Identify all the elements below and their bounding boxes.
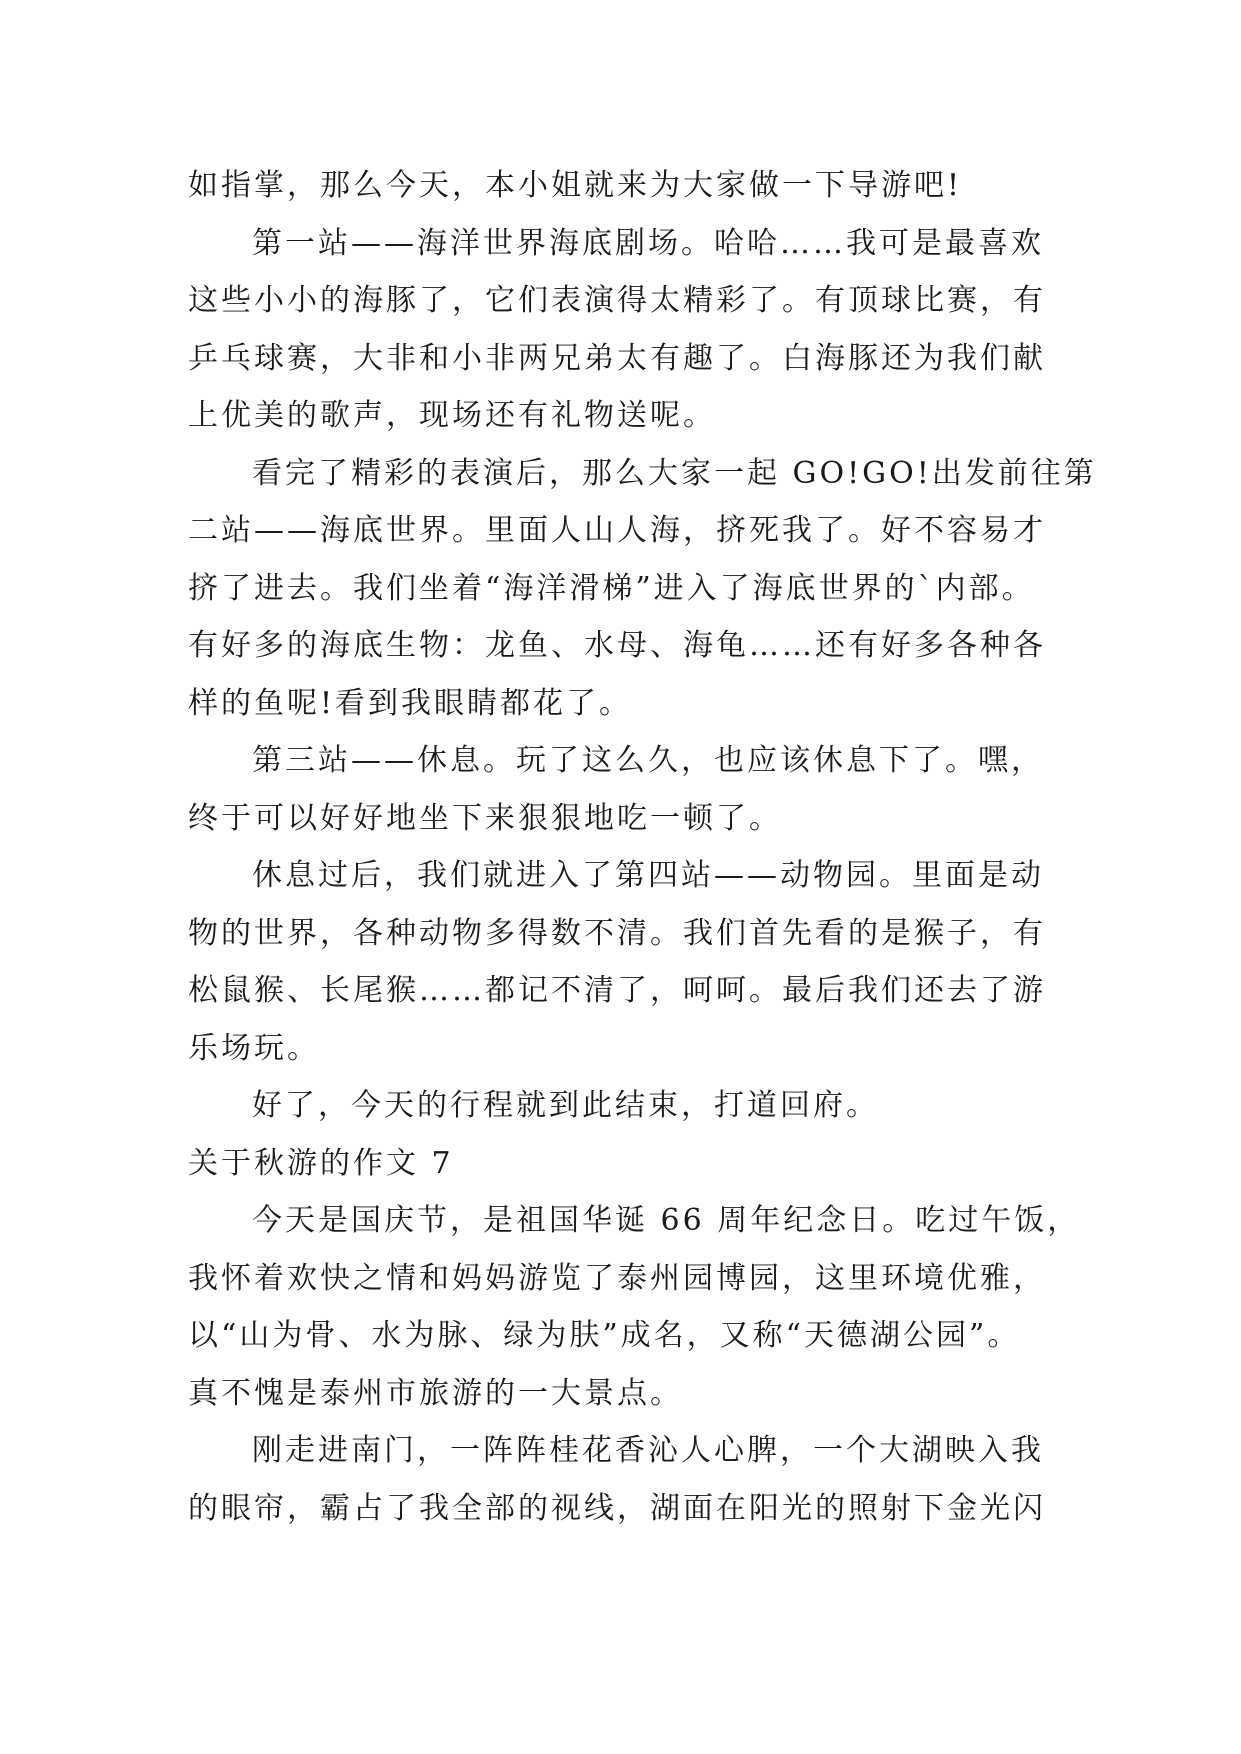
text-line: 看完了精彩的表演后，那么大家一起 GO!GO!出发前往第: [252, 455, 1097, 491]
text-line: 好了，今天的行程就到此结束，打道回府。: [252, 1088, 879, 1123]
text-line: 我怀着欢快之情和妈妈游览了泰州园博园，这里环境优雅，: [188, 1260, 1046, 1296]
text-line: 第三站——休息。玩了这么久，也应该休息下了。嘿，: [252, 743, 1044, 778]
text-line: 的眼帘，霸占了我全部的视线，湖面在阳光的照射下金光闪: [188, 1490, 1046, 1526]
text-line: 样的鱼呢!看到我眼睛都花了。: [188, 685, 633, 721]
text-line: 上优美的歌声，现场还有礼物送呢。: [188, 398, 716, 433]
text-line: 今天是国庆节，是祖国华诞 66 周年纪念日。吃过午饭，: [252, 1203, 1081, 1238]
text-line: 乐场玩。: [188, 1030, 320, 1066]
text-line: 真不愧是泰州市旅游的一大景点。: [188, 1375, 683, 1411]
text-line: 松鼠猴、长尾猴……都记不清了，呵呵。最后我们还去了游: [188, 973, 1046, 1008]
text-line: 以“山为骨、水为脉、绿为肤”成名，又称“天德湖公园”。: [188, 1318, 1021, 1353]
text-line: 休息过后，我们就进入了第四站——动物园。里面是动: [252, 858, 1044, 893]
section-heading: 关于秋游的作文 7: [188, 1145, 454, 1181]
text-line: 二站——海底世界。里面人山人海，挤死我了。好不容易才: [188, 513, 1046, 548]
text-line: 第一站——海洋世界海底剧场。哈哈……我可是最喜欢: [252, 225, 1044, 261]
document-body: [188, 157, 1097, 1537]
text-line: 刚走进南门，一阵阵桂花香沁人心脾，一个大湖映入我: [252, 1433, 1044, 1468]
text-line: 终于可以好好地坐下来狠狠地吃一顿了。: [188, 800, 782, 836]
text-line: 这些小小的海豚了，它们表演得太精彩了。有顶球比赛，有: [188, 283, 1046, 318]
text-line: 物的世界，各种动物多得数不清。我们首先看的是猴子，有: [188, 915, 1046, 951]
text-line: 如指掌，那么今天，本小姐就来为大家做一下导游吧!: [188, 168, 963, 203]
text-line: 乒乓球赛，大非和小非两兄弟太有趣了。白海豚还为我们献: [188, 340, 1046, 376]
text-line: 挤了进去。我们坐着“海洋滑梯”进入了海底世界的`内部。: [188, 570, 1035, 606]
text-line: 有好多的海底生物：龙鱼、水母、海龟……还有好多各种各: [188, 628, 1046, 663]
